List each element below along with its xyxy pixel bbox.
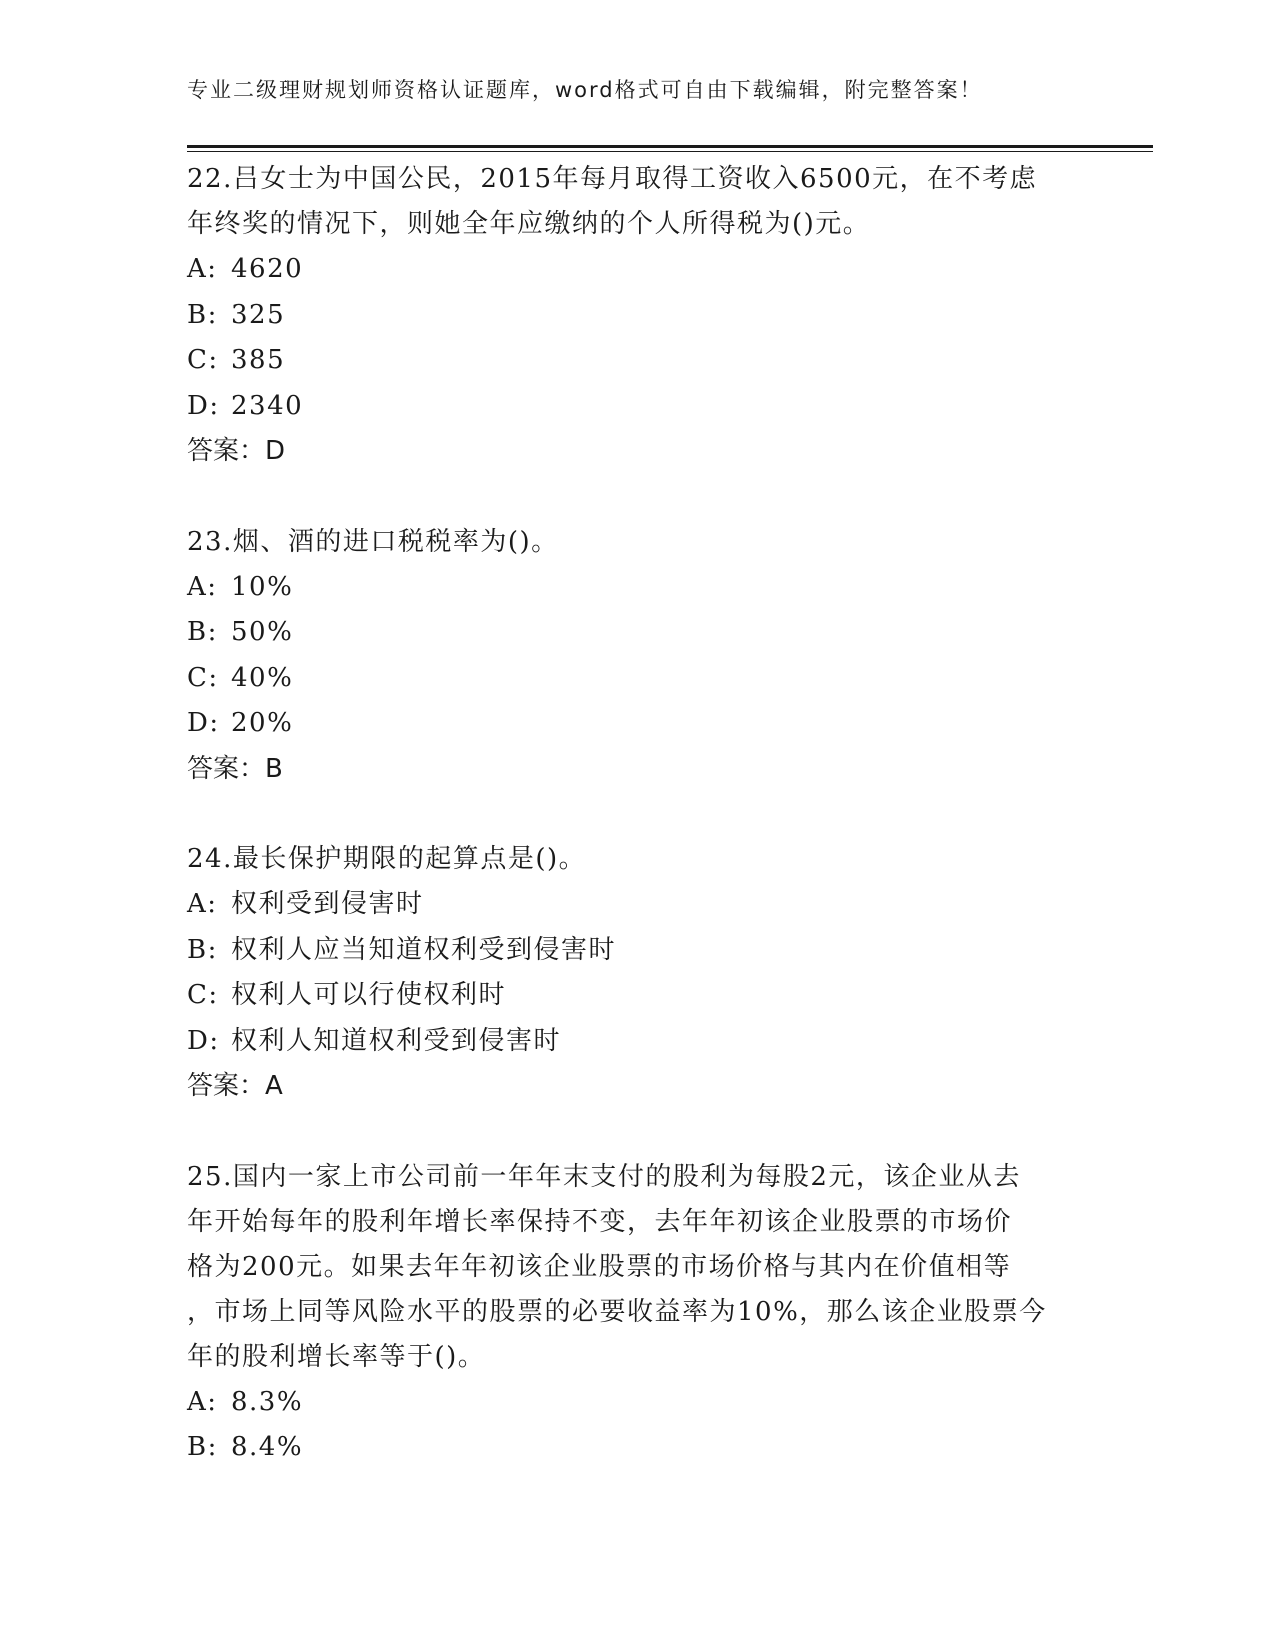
option-text: 40% bbox=[231, 662, 294, 693]
option-b bbox=[187, 928, 1107, 974]
stem-line: 23.烟、酒的进口税税率为()。 bbox=[187, 526, 559, 557]
option-c bbox=[187, 338, 1107, 384]
option-letter: D: bbox=[187, 390, 220, 421]
answer-line: 答案：D bbox=[187, 436, 286, 466]
option-b bbox=[187, 1425, 1107, 1471]
option-b bbox=[187, 610, 1107, 656]
stem-line: 年终奖的情况下，则她全年应缴纳的个人所得税为()元。 bbox=[187, 209, 871, 239]
stem-line: 年开始每年的股利年增长率保持不变，去年年初该企业股票的市场价 bbox=[187, 1206, 1013, 1237]
option-letter: C: bbox=[187, 980, 219, 1010]
header-divider-thin bbox=[187, 151, 1153, 152]
option-letter: B: bbox=[187, 299, 218, 330]
option-a bbox=[187, 247, 1107, 293]
option-text: 8.4% bbox=[231, 1432, 304, 1462]
question-24 bbox=[187, 837, 1107, 1110]
header-divider-thick bbox=[187, 145, 1153, 148]
option-letter: B: bbox=[187, 1432, 218, 1462]
option-a bbox=[187, 565, 1107, 611]
option-c bbox=[187, 973, 1107, 1019]
option-text: 权利人可以行使权利时 bbox=[231, 980, 507, 1010]
question-stem bbox=[187, 1155, 1107, 1380]
question-stem bbox=[187, 837, 1107, 882]
option-d bbox=[187, 701, 1107, 747]
question-25 bbox=[187, 1155, 1107, 1471]
option-letter: B: bbox=[187, 617, 218, 647]
stem-line: 格为200元。如果去年年初该企业股票的市场价格与其内在价值相等 bbox=[187, 1251, 1012, 1282]
stem-line: 24.最长保护期限的起算点是()。 bbox=[187, 844, 587, 874]
option-letter: A: bbox=[187, 254, 218, 284]
option-text: 10% bbox=[231, 571, 294, 602]
spacer bbox=[187, 1110, 1107, 1155]
option-letter: A: bbox=[187, 889, 218, 919]
page-header: 专业二级理财规划师资格认证题库，word格式可自由下载编辑，附完整答案！ bbox=[187, 78, 983, 102]
answer-line: 答案：B bbox=[187, 753, 283, 784]
option-letter: D: bbox=[187, 708, 220, 738]
stem-line: 22.吕女士为中国公民，2015年每月取得工资收入6500元，在不考虑 bbox=[187, 164, 1038, 194]
question-stem bbox=[187, 157, 1107, 247]
option-letter: C: bbox=[187, 662, 219, 693]
spacer bbox=[187, 475, 1107, 520]
option-letter: B: bbox=[187, 934, 218, 965]
answer-line: 答案：A bbox=[187, 1071, 283, 1101]
option-text: 8.3% bbox=[231, 1386, 304, 1417]
question-22 bbox=[187, 157, 1107, 475]
option-letter: D: bbox=[187, 1025, 220, 1056]
option-text: 权利人应当知道权利受到侵害时 bbox=[231, 934, 617, 965]
option-d bbox=[187, 1019, 1107, 1065]
option-letter: A: bbox=[187, 1386, 218, 1417]
option-text: 385 bbox=[231, 345, 286, 375]
option-a bbox=[187, 1380, 1107, 1426]
stem-line: ，市场上同等风险水平的股票的必要收益率为10%，那么该企业股票今 bbox=[187, 1296, 1047, 1327]
option-b bbox=[187, 293, 1107, 339]
option-a bbox=[187, 882, 1107, 928]
question-23 bbox=[187, 520, 1107, 793]
question-list bbox=[187, 157, 1107, 1471]
question-stem bbox=[187, 520, 1107, 565]
option-text: 50% bbox=[231, 617, 294, 647]
option-letter: A: bbox=[187, 571, 218, 602]
option-d bbox=[187, 384, 1107, 430]
option-letter: C: bbox=[187, 345, 219, 375]
option-text: 2340 bbox=[231, 390, 304, 421]
option-text: 325 bbox=[231, 299, 286, 330]
option-text: 20% bbox=[231, 708, 294, 738]
stem-line: 年的股利增长率等于()。 bbox=[187, 1341, 486, 1372]
stem-line: 25.国内一家上市公司前一年年末支付的股利为每股2元，该企业从去 bbox=[187, 1161, 1021, 1192]
option-c bbox=[187, 656, 1107, 702]
option-text: 权利受到侵害时 bbox=[231, 889, 424, 919]
option-text: 权利人知道权利受到侵害时 bbox=[231, 1025, 562, 1056]
spacer bbox=[187, 792, 1107, 837]
option-text: 4620 bbox=[231, 254, 304, 284]
